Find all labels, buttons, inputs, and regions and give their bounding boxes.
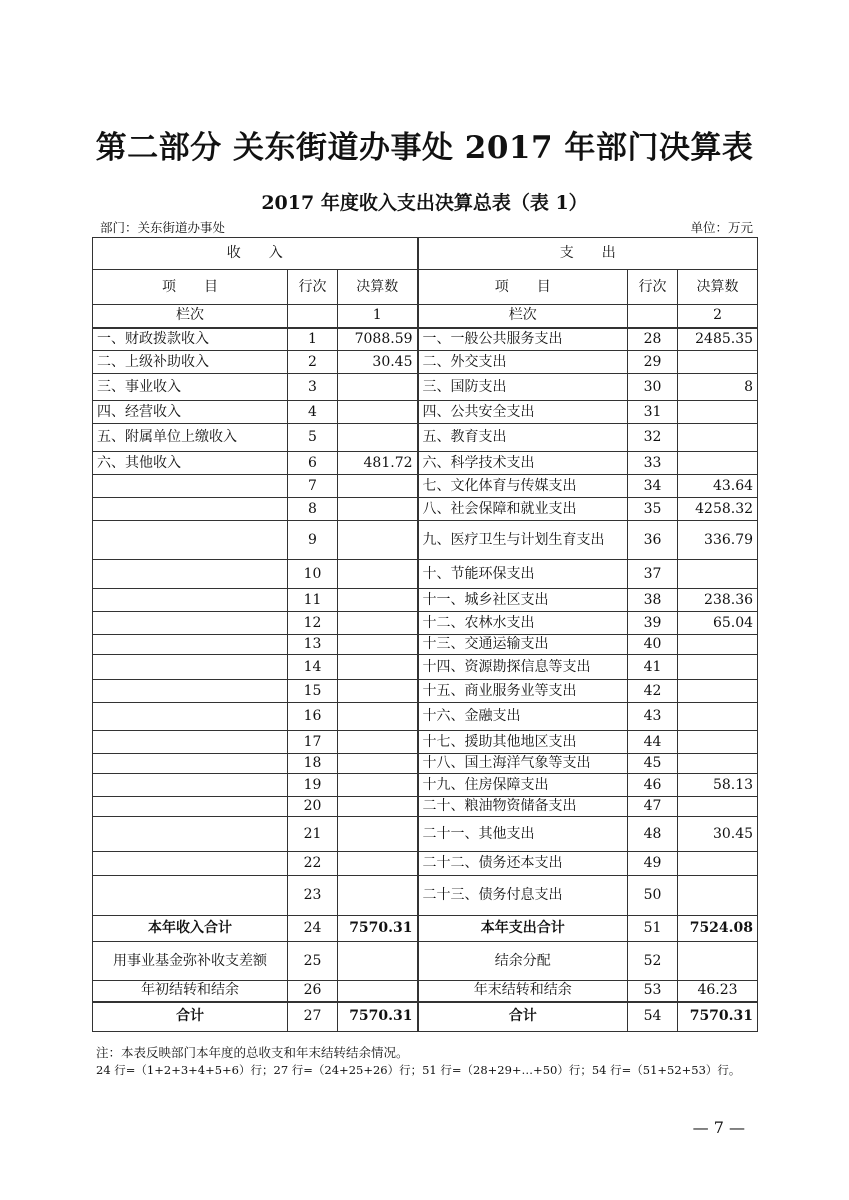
expense-rowno-cell: 41 xyxy=(628,655,678,680)
expense-item-cell: 十九、住房保障支出 xyxy=(418,774,628,797)
expense-item-cell: 二十一、其他支出 xyxy=(418,817,628,852)
table-row xyxy=(93,655,758,680)
table-row xyxy=(93,401,758,424)
expense-item-cell: 八、社会保障和就业支出 xyxy=(418,498,628,521)
income-rowno-cell: 23 xyxy=(288,876,338,916)
income-amount-cell xyxy=(338,852,418,876)
income-item-cell xyxy=(93,680,288,703)
expense-item-cell: 一、一般公共服务支出 xyxy=(418,328,628,351)
table-row xyxy=(93,817,758,852)
income-item-cell xyxy=(93,475,288,498)
expense-amount-cell xyxy=(678,942,758,981)
expense-rowno-cell: 35 xyxy=(628,498,678,521)
income-item-cell: 三、事业收入 xyxy=(93,374,288,401)
page-number: — 7 — xyxy=(692,1118,745,1137)
income-rowno-cell: 3 xyxy=(288,374,338,401)
expense-rowno-cell: 52 xyxy=(628,942,678,981)
table-row xyxy=(93,351,758,374)
income-column-number: 1 xyxy=(338,305,418,328)
table-row xyxy=(93,852,758,876)
expense-amount-cell xyxy=(678,754,758,774)
table-title: 2017 年度收入支出决算总表（表 1） xyxy=(261,192,588,214)
expense-rowno-cell: 40 xyxy=(628,635,678,655)
expense-item-cell: 十八、国土海洋气象等支出 xyxy=(418,754,628,774)
income-item-cell: 用事业基金弥补收支差额 xyxy=(93,942,288,981)
income-rowno-cell: 7 xyxy=(288,475,338,498)
income-item-cell xyxy=(93,521,288,560)
income-item-cell xyxy=(93,797,288,817)
income-rowno-cell: 22 xyxy=(288,852,338,876)
total-row xyxy=(93,1002,758,1032)
expense-amount-cell xyxy=(678,452,758,475)
income-item-cell: 二、上级补助收入 xyxy=(93,351,288,374)
expense-header: 支 出 xyxy=(418,238,758,270)
income-rowno-cell: 16 xyxy=(288,703,338,731)
expense-item-cell: 十三、交通运输支出 xyxy=(418,635,628,655)
income-amount-cell xyxy=(338,680,418,703)
income-item-cell xyxy=(93,774,288,797)
income-amount-cell xyxy=(338,817,418,852)
table-row xyxy=(93,797,758,817)
income-amount-cell xyxy=(338,797,418,817)
expense-amount-cell: 65.04 xyxy=(678,612,758,635)
table-row xyxy=(93,328,758,351)
income-rowno-cell: 14 xyxy=(288,655,338,680)
income-amount-cell xyxy=(338,424,418,452)
income-amount-cell xyxy=(338,521,418,560)
expense-amount-cell xyxy=(678,797,758,817)
expense-rowno-cell: 29 xyxy=(628,351,678,374)
expense-item-cell: 五、教育支出 xyxy=(418,424,628,452)
expense-amount-cell xyxy=(678,731,758,754)
income-rowno-cell: 4 xyxy=(288,401,338,424)
expense-amount-cell xyxy=(678,424,758,452)
expense-rowno-cell: 39 xyxy=(628,612,678,635)
expense-item-cell: 九、医疗卫生与计划生育支出 xyxy=(418,521,628,560)
expense-amount-header: 决算数 xyxy=(678,270,758,305)
income-item-cell xyxy=(93,754,288,774)
expense-amount-cell xyxy=(678,401,758,424)
expense-item-cell: 六、科学技术支出 xyxy=(418,452,628,475)
income-item-cell xyxy=(93,589,288,612)
expense-rowno-cell: 44 xyxy=(628,731,678,754)
income-amount-cell xyxy=(338,374,418,401)
income-rowno-cell: 21 xyxy=(288,817,338,852)
income-rowno-cell: 12 xyxy=(288,612,338,635)
expense-amount-cell xyxy=(678,635,758,655)
expense-amount-cell: 7570.31 xyxy=(678,1002,758,1032)
income-item-cell: 四、经营收入 xyxy=(93,401,288,424)
expense-item-cell: 四、公共安全支出 xyxy=(418,401,628,424)
income-item-cell xyxy=(93,852,288,876)
income-rowno-cell: 13 xyxy=(288,635,338,655)
income-rowno-cell: 1 xyxy=(288,328,338,351)
expense-amount-cell: 30.45 xyxy=(678,817,758,852)
income-amount-cell xyxy=(338,703,418,731)
expense-item-cell: 十六、金融支出 xyxy=(418,703,628,731)
department-label: 部门：关东街道办事处 xyxy=(100,220,226,235)
income-amount-cell xyxy=(338,612,418,635)
expense-amount-cell: 238.36 xyxy=(678,589,758,612)
expense-column-label: 栏次 xyxy=(418,305,628,328)
expense-item-cell: 十、节能环保支出 xyxy=(418,560,628,589)
table-row xyxy=(93,774,758,797)
expense-item-cell: 二十二、债务还本支出 xyxy=(418,852,628,876)
income-rowno-cell: 9 xyxy=(288,521,338,560)
income-item-cell xyxy=(93,876,288,916)
expense-item-cell: 二十三、债务付息支出 xyxy=(418,876,628,916)
income-amount-cell xyxy=(338,635,418,655)
income-rowno-cell: 11 xyxy=(288,589,338,612)
expense-amount-cell xyxy=(678,655,758,680)
income-item-cell xyxy=(93,560,288,589)
income-rowno-cell: 18 xyxy=(288,754,338,774)
income-amount-cell: 481.72 xyxy=(338,452,418,475)
income-item-cell xyxy=(93,635,288,655)
income-item-header: 项 目 xyxy=(93,270,288,305)
expense-rowno-cell: 31 xyxy=(628,401,678,424)
total-row xyxy=(93,942,758,981)
income-item-cell: 合计 xyxy=(93,1002,288,1032)
income-amount-cell xyxy=(338,401,418,424)
expense-rowno-cell: 38 xyxy=(628,589,678,612)
table-row xyxy=(93,374,758,401)
income-amount-cell: 7570.31 xyxy=(338,1002,418,1032)
empty-cell xyxy=(628,305,678,328)
income-amount-cell xyxy=(338,754,418,774)
income-item-cell: 本年收入合计 xyxy=(93,916,288,942)
income-item-cell xyxy=(93,703,288,731)
expense-amount-cell: 2485.35 xyxy=(678,328,758,351)
income-rowno-cell: 27 xyxy=(288,1002,338,1032)
income-expense-table xyxy=(92,237,758,1032)
expense-rowno-header: 行次 xyxy=(628,270,678,305)
table-row xyxy=(93,876,758,916)
expense-item-cell: 三、国防支出 xyxy=(418,374,628,401)
expense-rowno-cell: 48 xyxy=(628,817,678,852)
income-amount-cell xyxy=(338,981,418,1002)
table-row xyxy=(93,612,758,635)
expense-amount-cell: 7524.08 xyxy=(678,916,758,942)
expense-item-cell: 本年支出合计 xyxy=(418,916,628,942)
table-row xyxy=(93,635,758,655)
expense-amount-cell: 46.23 xyxy=(678,981,758,1002)
expense-rowno-cell: 49 xyxy=(628,852,678,876)
income-rowno-cell: 5 xyxy=(288,424,338,452)
expense-amount-cell xyxy=(678,351,758,374)
expense-amount-cell: 336.79 xyxy=(678,521,758,560)
income-item-cell xyxy=(93,817,288,852)
expense-rowno-cell: 50 xyxy=(628,876,678,916)
expense-item-cell: 年末结转和结余 xyxy=(418,981,628,1002)
income-item-cell: 一、财政拨款收入 xyxy=(93,328,288,351)
expense-amount-cell: 58.13 xyxy=(678,774,758,797)
income-amount-cell xyxy=(338,560,418,589)
expense-amount-cell: 43.64 xyxy=(678,475,758,498)
table-row xyxy=(93,589,758,612)
income-rowno-cell: 10 xyxy=(288,560,338,589)
table-row xyxy=(93,498,758,521)
expense-rowno-cell: 53 xyxy=(628,981,678,1002)
income-item-cell xyxy=(93,612,288,635)
expense-item-cell: 十七、援助其他地区支出 xyxy=(418,731,628,754)
income-rowno-cell: 2 xyxy=(288,351,338,374)
expense-rowno-cell: 54 xyxy=(628,1002,678,1032)
expense-rowno-cell: 32 xyxy=(628,424,678,452)
income-amount-cell xyxy=(338,731,418,754)
income-rowno-cell: 6 xyxy=(288,452,338,475)
expense-rowno-cell: 37 xyxy=(628,560,678,589)
expense-item-cell: 二、外交支出 xyxy=(418,351,628,374)
table-row xyxy=(93,475,758,498)
income-amount-cell: 7088.59 xyxy=(338,328,418,351)
income-amount-cell xyxy=(338,589,418,612)
income-amount-cell xyxy=(338,475,418,498)
table-row xyxy=(93,521,758,560)
expense-amount-cell xyxy=(678,876,758,916)
formula-note: 24 行=（1+2+3+4+5+6）行；27 行=（24+25+26）行；51 行=（28+29+…+50）行；54 行=（51+52+53）行。 xyxy=(96,1063,741,1077)
table-row xyxy=(93,731,758,754)
table-row xyxy=(93,424,758,452)
income-amount-header: 决算数 xyxy=(338,270,418,305)
expense-item-cell: 七、文化体育与传媒支出 xyxy=(418,475,628,498)
expense-rowno-cell: 36 xyxy=(628,521,678,560)
expense-rowno-cell: 43 xyxy=(628,703,678,731)
income-column-label: 栏次 xyxy=(93,305,288,328)
expense-item-cell: 十四、资源勘探信息等支出 xyxy=(418,655,628,680)
expense-item-cell: 结余分配 xyxy=(418,942,628,981)
expense-item-header: 项 目 xyxy=(418,270,628,305)
expense-item-cell: 十二、农林水支出 xyxy=(418,612,628,635)
income-amount-cell xyxy=(338,498,418,521)
expense-rowno-cell: 45 xyxy=(628,754,678,774)
expense-amount-cell xyxy=(678,560,758,589)
income-rowno-cell: 26 xyxy=(288,981,338,1002)
page-title: 第二部分 关东街道办事处 2017 年部门决算表 xyxy=(95,130,754,166)
income-item-cell: 五、附属单位上缴收入 xyxy=(93,424,288,452)
expense-amount-cell xyxy=(678,703,758,731)
income-item-cell xyxy=(93,655,288,680)
expense-rowno-cell: 33 xyxy=(628,452,678,475)
expense-rowno-cell: 46 xyxy=(628,774,678,797)
table-row xyxy=(93,703,758,731)
income-amount-cell xyxy=(338,876,418,916)
expense-amount-cell xyxy=(678,852,758,876)
income-rowno-cell: 24 xyxy=(288,916,338,942)
expense-rowno-cell: 42 xyxy=(628,680,678,703)
income-header: 收 入 xyxy=(93,238,418,270)
income-item-cell xyxy=(93,498,288,521)
income-item-cell: 年初结转和结余 xyxy=(93,981,288,1002)
income-rowno-cell: 25 xyxy=(288,942,338,981)
expense-rowno-cell: 51 xyxy=(628,916,678,942)
table-note: 注：本表反映部门本年度的总收支和年末结转结余情况。 xyxy=(96,1045,409,1060)
income-item-cell: 六、其他收入 xyxy=(93,452,288,475)
expense-column-number: 2 xyxy=(678,305,758,328)
income-amount-cell xyxy=(338,942,418,981)
expense-amount-cell: 4258.32 xyxy=(678,498,758,521)
expense-amount-cell xyxy=(678,680,758,703)
expense-item-cell: 十一、城乡社区支出 xyxy=(418,589,628,612)
table-row xyxy=(93,560,758,589)
total-row xyxy=(93,981,758,1002)
table-row xyxy=(93,680,758,703)
income-rowno-cell: 17 xyxy=(288,731,338,754)
income-amount-cell xyxy=(338,655,418,680)
expense-item-cell: 合计 xyxy=(418,1002,628,1032)
total-row xyxy=(93,916,758,942)
expense-amount-cell: 8 xyxy=(678,374,758,401)
expense-item-cell: 十五、商业服务业等支出 xyxy=(418,680,628,703)
income-rowno-header: 行次 xyxy=(288,270,338,305)
expense-rowno-cell: 28 xyxy=(628,328,678,351)
expense-rowno-cell: 47 xyxy=(628,797,678,817)
income-amount-cell: 30.45 xyxy=(338,351,418,374)
income-rowno-cell: 20 xyxy=(288,797,338,817)
expense-rowno-cell: 34 xyxy=(628,475,678,498)
income-rowno-cell: 15 xyxy=(288,680,338,703)
income-item-cell xyxy=(93,731,288,754)
income-amount-cell xyxy=(338,774,418,797)
income-rowno-cell: 8 xyxy=(288,498,338,521)
table-row xyxy=(93,452,758,475)
income-amount-cell: 7570.31 xyxy=(338,916,418,942)
expense-rowno-cell: 30 xyxy=(628,374,678,401)
table-row xyxy=(93,754,758,774)
income-rowno-cell: 19 xyxy=(288,774,338,797)
expense-item-cell: 二十、粮油物资储备支出 xyxy=(418,797,628,817)
unit-label: 单位：万元 xyxy=(690,220,753,235)
empty-cell xyxy=(288,305,338,328)
